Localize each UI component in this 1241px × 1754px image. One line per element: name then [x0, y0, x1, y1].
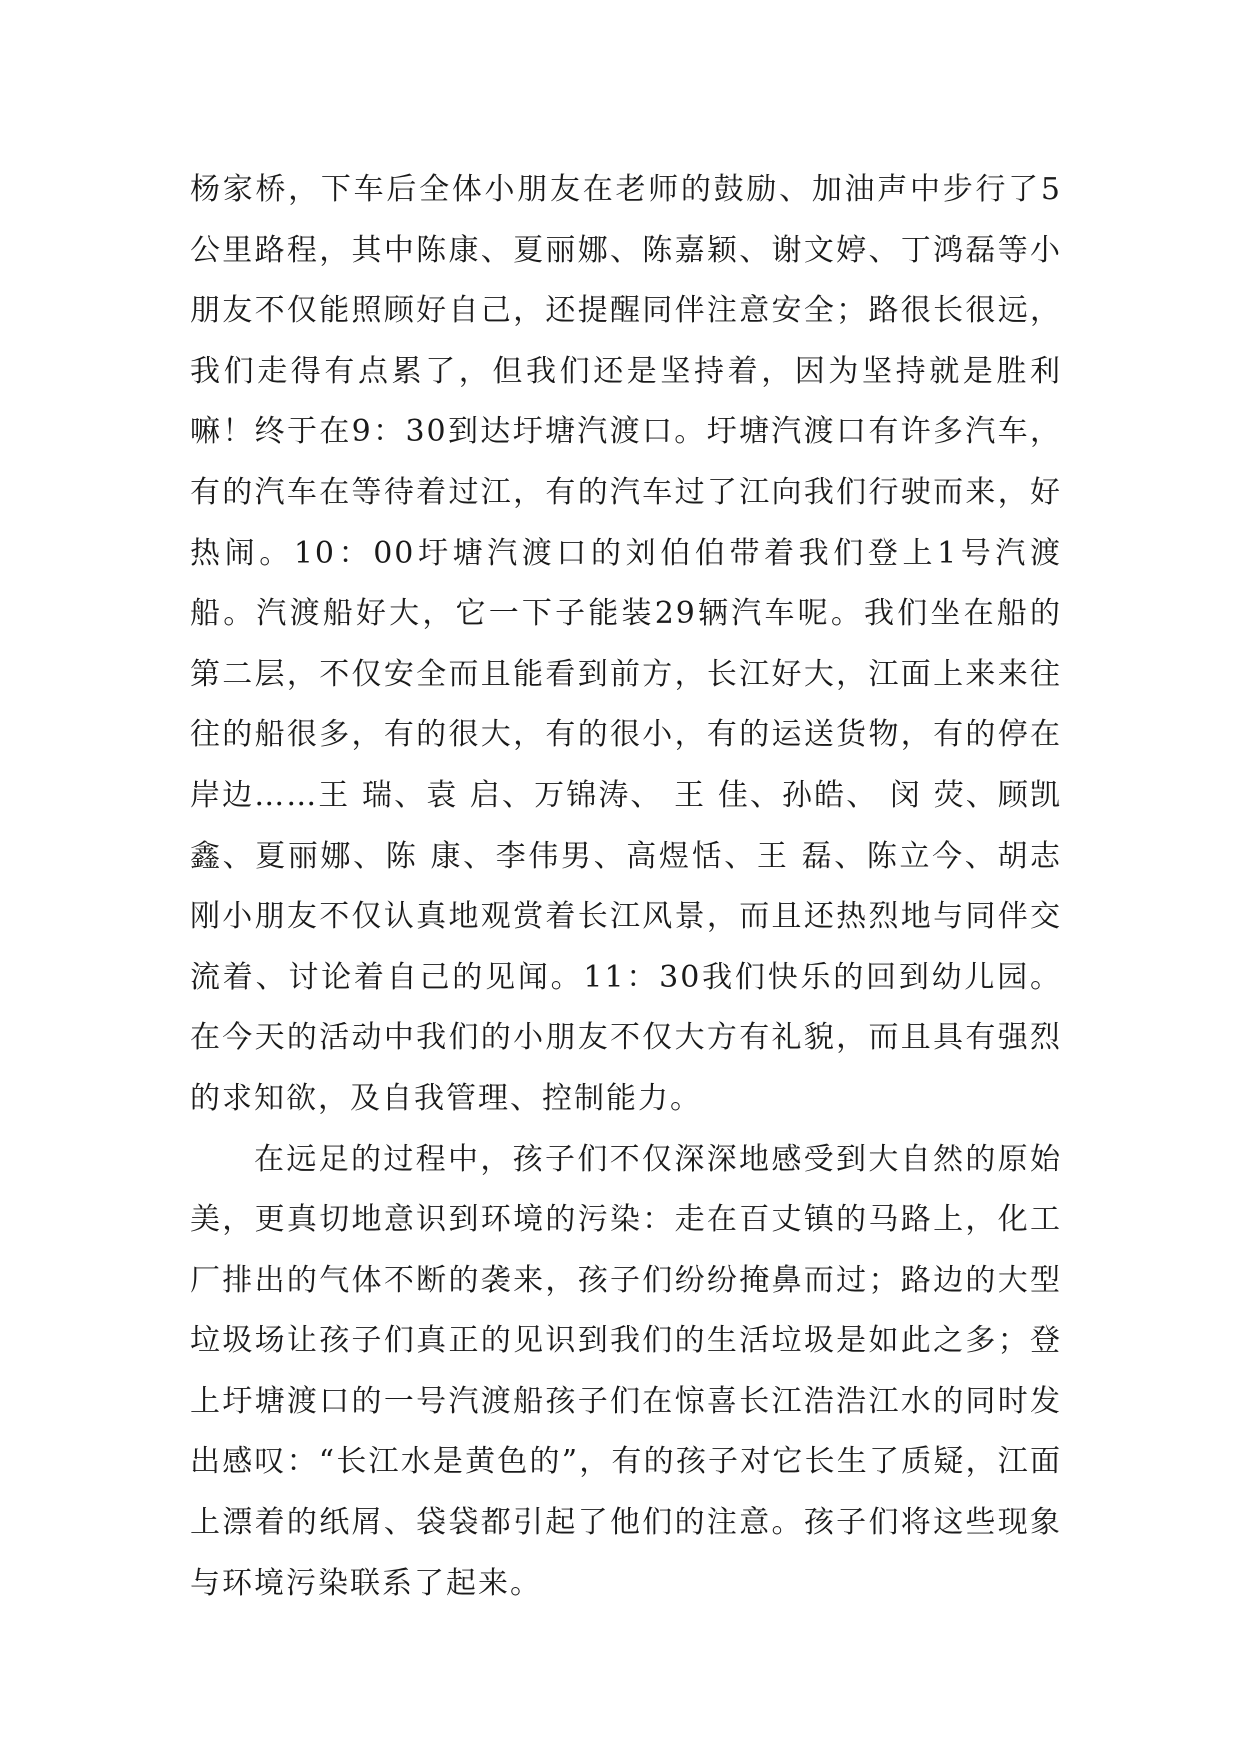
paragraph-observation: 在远足的过程中，孩子们不仅深深地感受到大自然的原始美，更真切地意识到环境的污染：走在百丈镇的马路上，化工厂排出的气体不断的袭来，孩子们纷纷掩鼻而过；路边的大型垃圾场让孩子们真正的见识到我们的生活垃圾是如此之多；登上圩塘渡口的一号汽渡船孩子们在惊喜长江浩浩江水的同时发出感叹：“长江水是黄色的”，有的孩子对它长生了质疑，江面上漂着的纸屑、袋袋都引起了他们的注意。孩子们将这些现象与环境污染联系了起来。: [190, 1141, 1062, 1601]
body-text: [190, 160, 1062, 1614]
paragraph-continued: 杨家桥，下车后全体小朋友在老师的鼓励、加油声中步行了5公里路程，其中陈康、夏丽娜、陈嘉颖、谢文婷、丁鸿磊等小朋友不仅能照顾好自己，还提醒同伴注意安全；路很长很远，我们走得有点累了，但我们还是坚持着，因为坚持就是胜利嘛！终于在9：30到达圩塘汽渡口。圩塘汽渡口有许多汽车，有的汽车在等待着过江，有的汽车过了江向我们行驶而来，好热闹。10：00圩塘汽渡口的刘伯伯带着我们登上1号汽渡船。汽渡船好大，它一下子能装29辆汽车呢。我们坐在船的第二层，不仅安全而且能看到前方，长江好大，江面上来来往往的船很多，有的很大，有的很小，有的运送货物，有的停在岸边……王 瑞、袁 启、万锦涛、 王 佳、孙皓、 闵 荧、顾凯鑫、夏丽娜、陈 康、李伟男、高煜恬、王 磊、陈立今、胡志刚小朋友不仅认真地观赏着长江风景，而且还热烈地与同伴交流着、讨论着自己的见闻。11：30我们快乐的回到幼儿园。在今天的活动中我们的小朋友不仅大方有礼貌，而且具有强烈的求知欲，及自我管理、控制能力。: [190, 172, 1062, 1116]
